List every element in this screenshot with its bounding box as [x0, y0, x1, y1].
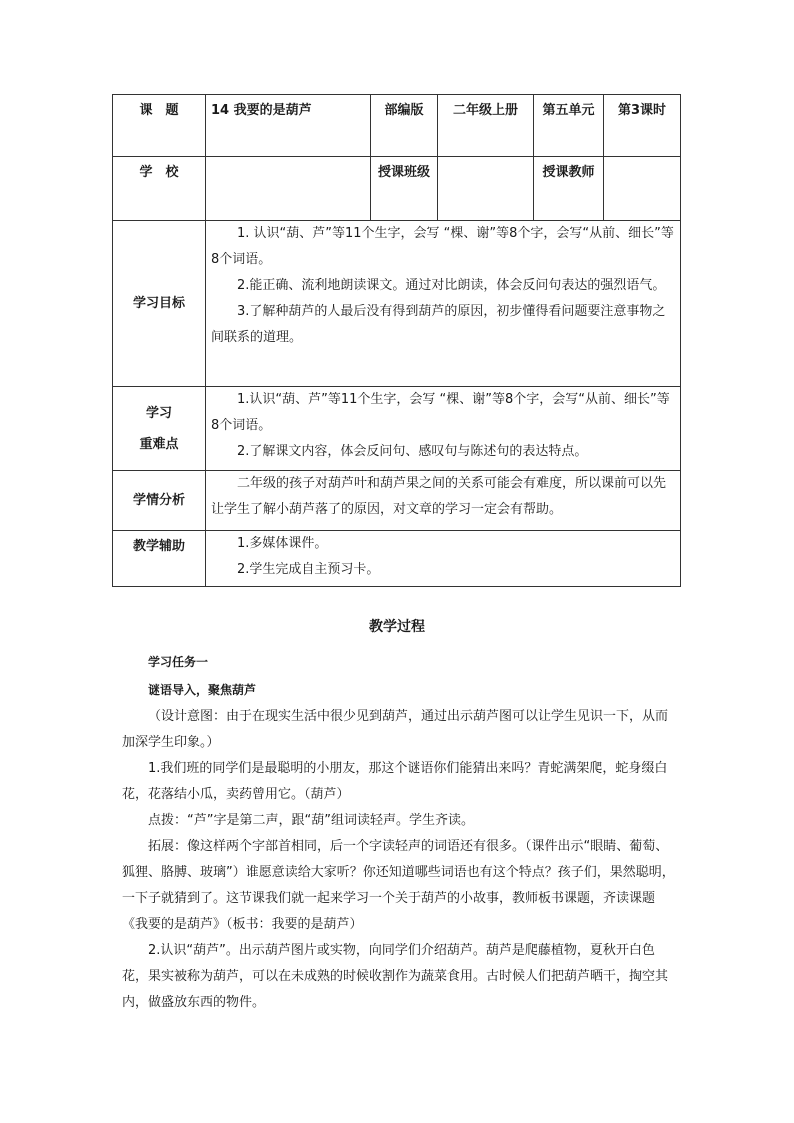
aids-content [206, 531, 681, 587]
lesson-plan-table [112, 94, 681, 587]
goal-item: 1. 认识“葫、芦”等11个生字，会写 “棵、谢”等8个字，会写“从前、细长”等8个词语。 [211, 226, 674, 267]
paragraph-gourd: 2.认识“葫芦”。出示葫芦图片或实物，向同学们介绍葫芦。葫芦是爬藤植物，夏秋开白色花，果实被称为葫芦，可以在未成熟的时候收割作为蔬菜食用。古时候人们把葫芦晒干，掏空其内，做盛放东西的物件。 [122, 943, 669, 1010]
paragraph-hint: 点拨：“芦”字是第二声，跟“葫”组词读轻声。学生齐读。 [148, 813, 474, 828]
process-title: 教学过程 [369, 619, 425, 635]
lesson-title: 14 我要的是葫芦 [206, 95, 371, 157]
school-value [206, 157, 371, 221]
paragraph-riddle: 1.我们班的同学们是最聪明的小朋友，那这个谜语你们能猜出来吗？青蛇满架爬，蛇身缀白花，花落结小瓜，卖药曾用它。（葫芦） [122, 761, 668, 802]
lesson-number: 第3课时 [604, 95, 681, 157]
edition: 部编版 [371, 95, 438, 157]
analysis-label: 学情分析 [113, 471, 206, 531]
difficulty-label-line1: 学习 [145, 405, 172, 421]
task-heading: 学习任务一 [148, 655, 209, 669]
difficulty-item: 1.认识“葫、芦”等11个生字，会写 “棵、谢”等8个字，会写“从前、细长”等8个词语。 [211, 392, 670, 433]
teacher-label: 授课教师 [534, 157, 604, 221]
teacher-value [604, 157, 681, 221]
task-subtitle: 谜语导入，聚焦葫芦 [148, 683, 257, 697]
school-label: 学 校 [113, 157, 206, 221]
difficulty-content [206, 387, 681, 471]
class-label: 授课班级 [371, 157, 438, 221]
goal-item: 2.能正确、流利地朗读课文。通过对比朗读，体会反问句表达的强烈语气。 [237, 278, 666, 293]
class-value [438, 157, 534, 221]
goal-item: 3.了解种葫芦的人最后没有得到葫芦的原因，初步懂得看问题要注意事物之间联系的道理。 [211, 304, 666, 345]
analysis-content [206, 471, 681, 531]
aids-label: 教学辅助 [113, 531, 206, 587]
goals-label: 学习目标 [113, 221, 206, 387]
aid-item: 1.多媒体课件。 [237, 536, 328, 551]
analysis-text: 二年级的孩子对葫芦叶和葫芦果之间的关系可能会有难度，所以课前可以先让学生了解小葫芦落了的原因，对文章的学习一定会有帮助。 [211, 476, 667, 517]
paragraph-extension: 拓展：像这样两个字部首相同，后一个字读轻声的词语还有很多。（课件出示“眼睛、葡萄、狐狸、胳膊、玻璃”）谁愿意读给大家听？你还知道哪些词语也有这个特点？孩子们，果然聪明，一下子就猜到了。这节课我们就一起来学习一个关于葫芦的小故事，教师板书课题，齐读课题《我要的是葫芦》（板书：我要的是葫芦） [122, 839, 675, 932]
difficulty-item: 2.了解课文内容，体会反问句、感叹句与陈述句的表达特点。 [237, 444, 588, 459]
design-intent: （设计意图：由于在现实生活中很少见到葫芦，通过出示葫芦图可以让学生见识一下，从而加深学生印象。） [122, 709, 669, 750]
process-body [122, 648, 680, 1016]
difficulty-label [113, 387, 206, 471]
aid-item: 2.学生完成自主预习卡。 [237, 562, 380, 577]
topic-label: 课 题 [113, 95, 206, 157]
unit: 第五单元 [534, 95, 604, 157]
difficulty-label-line2: 重难点 [139, 436, 179, 452]
grade: 二年级上册 [438, 95, 534, 157]
goals-content [206, 221, 681, 387]
